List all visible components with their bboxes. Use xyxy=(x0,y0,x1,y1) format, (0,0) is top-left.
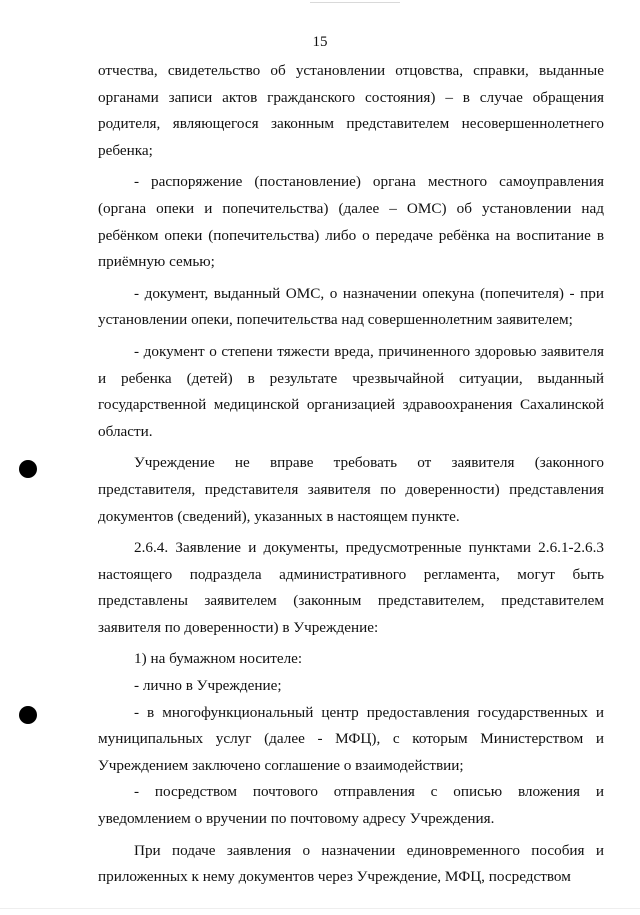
scan-artifact xyxy=(310,2,400,3)
paragraph: - документ о степени тяжести вреда, причиненного здоровью заявителя и ребенка (детей) в результате чрезвычайной ситуации, выданный государственной медицинской организацией здравоохранения Сахалинской области. xyxy=(98,342,604,440)
binder-hole xyxy=(19,706,37,724)
paragraph: При подаче заявления о назначении единовременного пособия и приложенных к нему документов через Учреждение, МФЦ, посредством xyxy=(98,841,604,886)
paragraph: - в многофункциональный центр предоставления государственных и муниципальных услуг (далее - МФЦ), с которым Министерством и Учреждением заключено соглашение о взаимодействии; xyxy=(98,703,604,774)
paragraph: 1) на бумажном носителе: xyxy=(134,650,303,668)
paragraph: - распоряжение (постановление) органа местного самоуправления (органа опеки и попечительства) (далее – ОМС) об установлении над ребёнком опеки (попечительства) либо о передаче ребёнка на воспитание в приёмную семью; xyxy=(98,173,604,271)
paragraph: Учреждение не вправе требовать от заявителя (законного представителя, представителя заявителя по доверенности) представления документов (сведений), указанных в настоящем пункте. xyxy=(98,454,604,525)
paragraph: - посредством почтового отправления с описью вложения и уведомлением о вручении по почтовому адресу Учреждения. xyxy=(98,783,604,828)
paragraph: - лично в Учреждение; xyxy=(134,677,282,695)
paragraph: - документ, выданный ОМС, о назначении опекуна (попечителя) - при установлении опеки, попечительства над совершеннолетним заявителем; xyxy=(98,284,604,329)
paragraph: 2.6.4. Заявление и документы, предусмотренные пунктами 2.6.1-2.6.3 настоящего подраздела административного регламента, могут быть представлены заявителем (законным представителем, представителем заявителя по доверенности) в Учреждение: xyxy=(98,539,604,636)
page-number: 15 xyxy=(312,34,328,50)
binder-hole xyxy=(19,460,37,478)
scan-artifact xyxy=(0,908,640,909)
document-body xyxy=(98,58,604,891)
paragraph: отчества, свидетельство об установлении отцовства, справки, выданные органами записи актов гражданского состояния) – в случае обращения родителя, являющегося законным представителем несовершеннолетнего ребенка; xyxy=(98,62,604,159)
